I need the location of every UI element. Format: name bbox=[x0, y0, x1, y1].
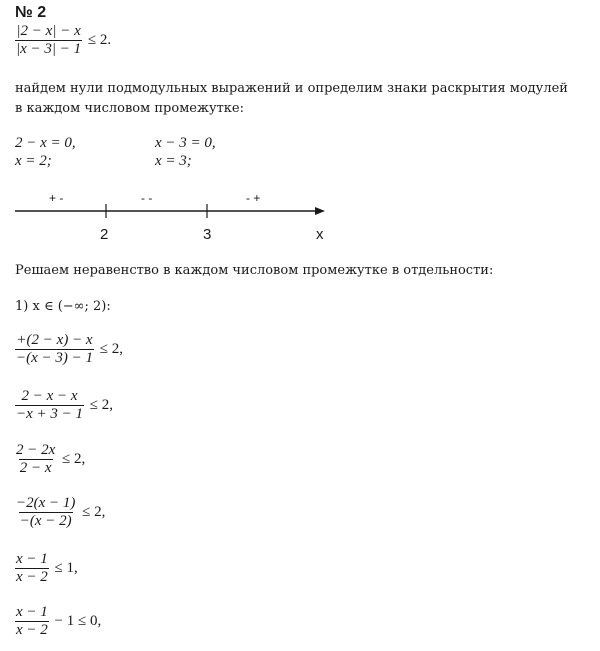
fraction-denominator: −(x − 2) bbox=[19, 513, 72, 529]
fraction-denominator: −x + 3 − 1 bbox=[16, 406, 84, 422]
step-1 bbox=[15, 333, 123, 366]
sign-interval-2: - - bbox=[141, 191, 153, 205]
step-fraction bbox=[15, 605, 49, 638]
axis-label-x: x bbox=[316, 226, 324, 243]
relation: ≤ 2. bbox=[87, 32, 112, 48]
main-fraction bbox=[15, 24, 82, 57]
fraction-numerator: +(2 − x) − x bbox=[16, 332, 93, 348]
main-inequality bbox=[15, 24, 111, 57]
point-label-3: 3 bbox=[203, 226, 212, 243]
zero-right-solution: x = 3; bbox=[155, 153, 192, 169]
fraction-denominator: x − 2 bbox=[16, 622, 48, 638]
step-fraction bbox=[15, 443, 56, 476]
fraction-denominator: |x − 3| − 1 bbox=[16, 41, 82, 57]
sign-interval-3: - + bbox=[246, 191, 261, 205]
instruction-line-1: найдем нули подмодульных выражений и определим знаки раскрытия модулей bbox=[15, 81, 568, 96]
step-fraction bbox=[15, 333, 94, 366]
fraction-denominator: 2 − x bbox=[19, 460, 52, 476]
step-fraction bbox=[15, 496, 76, 529]
fraction-numerator: x − 1 bbox=[16, 604, 48, 620]
step-5 bbox=[15, 552, 78, 585]
point-label-2: 2 bbox=[100, 226, 109, 243]
zero-right-equation: x − 3 = 0, bbox=[155, 135, 216, 151]
solve-text: Решаем неравенство в каждом числовом промежутке в отдельности: bbox=[15, 263, 494, 278]
fraction-numerator: |2 − x| − x bbox=[16, 23, 81, 39]
relation: ≤ 2, bbox=[89, 397, 114, 413]
relation: − 1 ≤ 0, bbox=[54, 613, 102, 629]
fraction-numerator: 2 − x − x bbox=[21, 388, 78, 404]
relation: ≤ 1, bbox=[54, 560, 78, 576]
step-fraction bbox=[15, 552, 49, 585]
step-2 bbox=[15, 389, 113, 422]
problem-number: № 2 bbox=[15, 4, 47, 21]
fraction-numerator: x − 1 bbox=[16, 551, 48, 567]
step-6 bbox=[15, 605, 101, 638]
relation: ≤ 2, bbox=[62, 451, 86, 467]
fraction-numerator: 2 − 2x bbox=[16, 442, 56, 458]
axis-arrow-icon bbox=[315, 207, 325, 215]
fraction-numerator: −2(x − 1) bbox=[16, 495, 76, 511]
step-fraction bbox=[15, 389, 84, 422]
relation: ≤ 2, bbox=[99, 341, 123, 357]
zero-left-solution: x = 2; bbox=[15, 153, 52, 169]
step-3 bbox=[15, 443, 85, 476]
step-4 bbox=[15, 496, 105, 529]
instruction-line-2: в каждом числовом промежутке: bbox=[15, 101, 244, 116]
sign-interval-1: + - bbox=[49, 191, 64, 205]
case-1-heading: 1) x ∈ (−∞; 2): bbox=[15, 299, 111, 314]
relation: ≤ 2, bbox=[82, 504, 106, 520]
fraction-denominator: −(x − 3) − 1 bbox=[16, 350, 94, 366]
zero-left-equation: 2 − x = 0, bbox=[15, 135, 76, 151]
fraction-denominator: x − 2 bbox=[16, 569, 48, 585]
